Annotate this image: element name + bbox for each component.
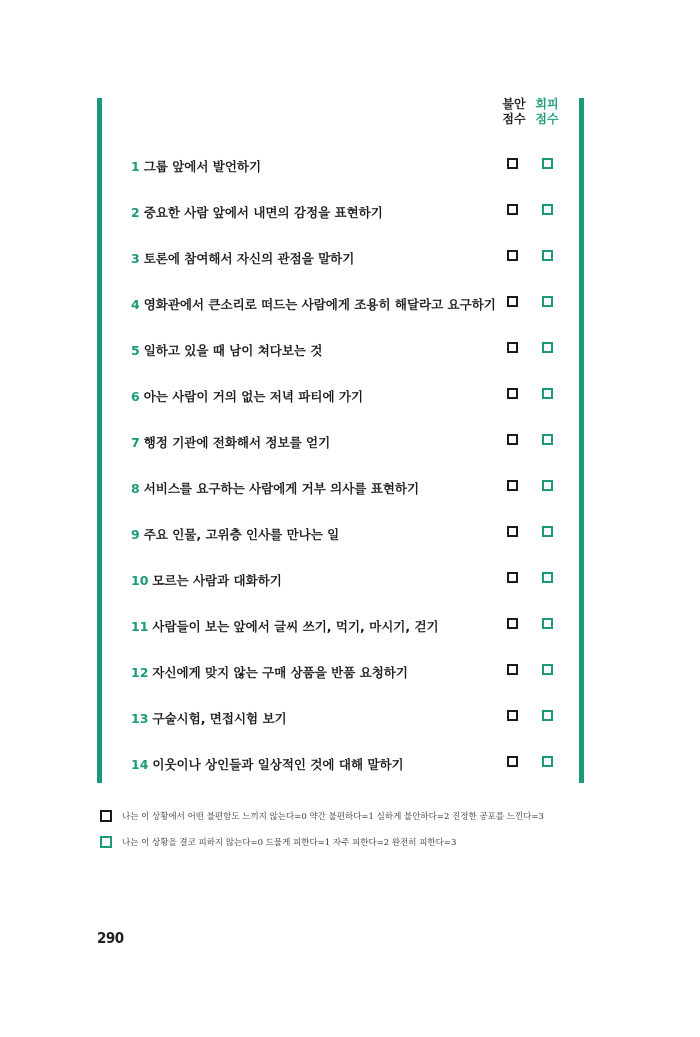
page-number: 290 [97,929,124,947]
situation-label: 사람들이 보는 앞에서 글씨 쓰기, 먹기, 마시기, 걷기 [152,619,439,634]
situation-text [131,341,491,359]
avoidance-score-box[interactable] [542,618,553,629]
avoidance-score-box[interactable] [542,204,553,215]
avoidance-score-box[interactable] [542,342,553,353]
anxiety-score-box[interactable] [507,158,518,169]
legend-anxiety-box [100,810,112,822]
situation-number: 11 [131,619,149,634]
situation-text [131,433,491,451]
situation-label: 이웃이나 상인들과 일상적인 것에 대해 말하기 [152,757,404,772]
situation-label: 중요한 사람 앞에서 내면의 감정을 표현하기 [143,205,383,220]
anxiety-score-box[interactable] [507,204,518,215]
situation-text [131,203,491,221]
anxiety-score-box[interactable] [507,434,518,445]
anxiety-score-box[interactable] [507,618,518,629]
avoidance-score-box[interactable] [542,480,553,491]
anxiety-score-box[interactable] [507,664,518,675]
anxiety-score-box[interactable] [507,756,518,767]
situation-number: 2 [131,205,140,220]
situation-label: 주요 인물, 고위층 인사를 만나는 일 [143,527,340,542]
avoidance-score-box[interactable] [542,664,553,675]
anxiety-score-box[interactable] [507,250,518,261]
anxiety-score-box[interactable] [507,388,518,399]
situation-label: 행정 기관에 전화해서 정보를 얻기 [143,435,331,450]
right-accent-bar [579,98,584,783]
situation-label: 서비스를 요구하는 사람에게 거부 의사를 표현하기 [143,481,420,496]
left-accent-bar [97,98,102,783]
situation-text [131,571,491,589]
situation-text [131,663,491,681]
situation-number: 6 [131,389,140,404]
avoidance-score-box[interactable] [542,388,553,399]
avoidance-score-box[interactable] [542,710,553,721]
avoidance-score-box[interactable] [542,756,553,767]
situation-text [131,157,491,175]
situation-number: 13 [131,711,149,726]
situation-label: 그룹 앞에서 발언하기 [143,159,262,174]
avoidance-score-box[interactable] [542,434,553,445]
anxiety-score-box[interactable] [507,296,518,307]
anxiety-score-box[interactable] [507,710,518,721]
situation-text [131,525,491,543]
situation-text [131,387,491,405]
situation-label: 영화관에서 큰소리로 떠드는 사람에게 조용히 해달라고 요구하기 [143,297,496,312]
situation-text [131,295,496,313]
situation-number: 3 [131,251,140,266]
avoidance-score-box[interactable] [542,296,553,307]
situation-number: 9 [131,527,140,542]
situation-number: 1 [131,159,140,174]
anxiety-score-box[interactable] [507,342,518,353]
anxiety-score-box[interactable] [507,526,518,537]
avoidance-score-header: 회피 점수 [535,97,559,126]
anxiety-score-box[interactable] [507,572,518,583]
anxiety-score-header: 불안 점수 [502,97,526,126]
legend-avoidance-box [100,836,112,848]
anxiety-score-box[interactable] [507,480,518,491]
situation-number: 8 [131,481,140,496]
situation-label: 모르는 사람과 대화하기 [152,573,282,588]
situation-number: 4 [131,297,140,312]
situation-text [131,249,491,267]
avoidance-score-box[interactable] [542,158,553,169]
situation-label: 일하고 있을 때 남이 쳐다보는 것 [143,343,323,358]
situation-label: 자신에게 맞지 않는 구매 상품을 반품 요청하기 [152,665,408,680]
avoidance-score-box[interactable] [542,526,553,537]
situation-text [131,479,491,497]
situation-number: 10 [131,573,149,588]
avoidance-score-box[interactable] [542,250,553,261]
situation-number: 12 [131,665,149,680]
situation-number: 7 [131,435,140,450]
avoidance-score-box[interactable] [542,572,553,583]
situation-text [131,755,491,773]
legend-avoidance-text: 나는 이 상황을 결코 피하지 않는다=0 드물게 피한다=1 자주 피한다=2 완전히 피한다=3 [122,838,457,848]
situation-number: 14 [131,757,149,772]
legend-anxiety-text: 나는 이 상황에서 어떤 불편함도 느끼지 않는다=0 약간 불편하다=1 심하게 불안하다=2 진정한 공포를 느낀다=3 [122,812,544,822]
situation-label: 구술시험, 면접시험 보기 [152,711,287,726]
situation-text [131,617,491,635]
situation-text [131,709,491,727]
situation-number: 5 [131,343,140,358]
situation-label: 토론에 참여해서 자신의 관점을 말하기 [143,251,355,266]
situation-label: 아는 사람이 거의 없는 저녁 파티에 가기 [143,389,364,404]
